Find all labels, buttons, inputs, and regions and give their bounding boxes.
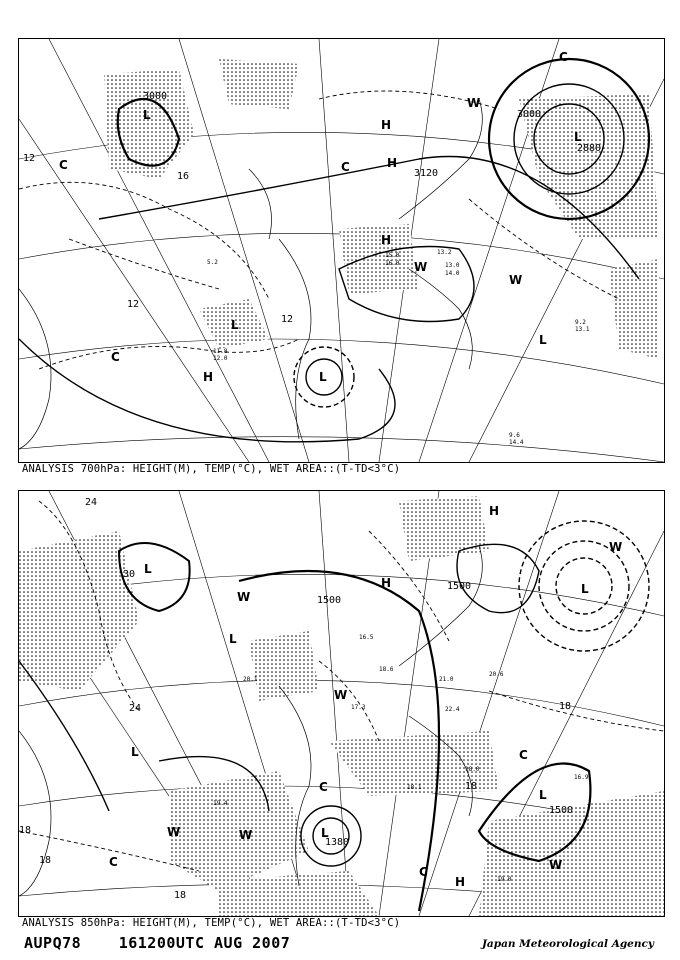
station-value: 14.4	[509, 439, 524, 446]
contour-label: 2880	[577, 143, 602, 154]
center-mark: W	[414, 260, 428, 274]
map-panel-700hpa	[18, 38, 665, 463]
center-mark: H	[489, 504, 500, 518]
station-value: 16.5	[359, 634, 374, 641]
station-value: 19.0	[497, 876, 512, 883]
center-mark: H	[387, 156, 398, 170]
caption-850hpa: ANALYSIS 850hPa: HEIGHT(M), TEMP(°C), WET AREA::(T-TD<3°C)	[22, 917, 401, 929]
map-panel-850hpa	[18, 490, 665, 917]
contour-label: 18	[39, 855, 52, 866]
map-700hpa-svg	[19, 39, 664, 462]
contour-label: 16	[177, 171, 190, 182]
center-mark: H	[455, 875, 466, 889]
valid-datetime: 161200UTC AUG 2007	[118, 934, 291, 952]
station-value: 18.1	[407, 784, 422, 791]
center-mark: L	[574, 130, 582, 144]
station-value: 13.0	[445, 262, 460, 269]
center-mark: W	[609, 540, 623, 554]
center-mark: W	[239, 828, 253, 842]
center-mark: W	[467, 96, 481, 110]
station-value: 12.0	[213, 355, 228, 362]
center-mark: L	[539, 333, 547, 347]
station-value: 17.3	[351, 704, 366, 711]
center-mark: L	[231, 318, 239, 332]
agency-credit: Japan Meteorological Agency	[481, 938, 654, 950]
center-mark: L	[581, 582, 589, 596]
contour-label: 18	[174, 890, 187, 901]
chart-id: AUPQ78	[24, 934, 82, 952]
station-value: 20.1	[243, 676, 258, 683]
center-mark: L	[229, 632, 237, 646]
center-mark: L	[539, 788, 547, 802]
contour-label: 18	[19, 825, 32, 836]
contour-label: 1380	[325, 837, 350, 848]
center-mark: L	[143, 108, 151, 122]
station-value: 22.4	[445, 706, 460, 713]
center-mark: W	[509, 273, 523, 287]
center-mark: L	[144, 562, 152, 576]
contour-label: 12	[127, 299, 140, 310]
center-mark: L	[321, 826, 329, 840]
contour-label: 1500	[317, 595, 342, 606]
station-value: 18.0	[465, 766, 480, 773]
contour-label: 12	[281, 314, 294, 325]
contour-label: 18	[559, 701, 572, 712]
center-mark: L	[131, 745, 139, 759]
contour-label: 3000	[517, 109, 542, 120]
contour-label: 24	[129, 703, 142, 714]
center-mark: H	[381, 118, 392, 132]
station-value: 18.6	[379, 666, 394, 673]
center-mark: H	[203, 370, 214, 384]
center-mark: W	[334, 688, 348, 702]
station-value: 9.6	[509, 432, 520, 439]
center-mark: C	[341, 160, 350, 174]
contour-label: 3000	[143, 91, 168, 102]
center-mark: H	[381, 576, 392, 590]
contour-label: 1500	[549, 805, 574, 816]
station-value: 15.0	[385, 252, 400, 259]
contour-label: 1500	[447, 581, 472, 592]
station-value: 9.2	[575, 319, 586, 326]
contour-label: 24	[85, 497, 98, 508]
caption-700hpa: ANALYSIS 700hPa: HEIGHT(M), TEMP(°C), WET AREA::(T-TD<3°C)	[22, 463, 401, 475]
center-mark: W	[549, 858, 563, 872]
station-value: 20.6	[489, 671, 504, 678]
center-mark: C	[559, 50, 568, 64]
center-mark: H	[381, 233, 392, 247]
center-mark: W	[167, 825, 181, 839]
center-mark: C	[419, 865, 428, 879]
station-value: 14.0	[445, 270, 460, 277]
center-mark: C	[519, 748, 528, 762]
map-850hpa-svg	[19, 491, 664, 916]
station-value: 21.0	[439, 676, 454, 683]
chart-identifier	[24, 934, 318, 952]
contour-label: 12	[23, 153, 36, 164]
contour-label: 18	[465, 781, 478, 792]
center-mark: C	[111, 350, 120, 364]
center-mark: W	[237, 590, 251, 604]
center-mark: C	[109, 855, 118, 869]
station-value: 16.0	[385, 260, 400, 267]
station-value: 13.2	[437, 249, 452, 256]
center-mark: C	[319, 780, 328, 794]
station-value: 19.4	[213, 800, 228, 807]
station-value: 16.9	[574, 774, 589, 781]
station-value: 11.8	[213, 348, 228, 355]
center-mark: C	[59, 158, 68, 172]
center-mark: L	[319, 370, 327, 384]
contour-label: 30	[123, 569, 136, 580]
station-value: 5.2	[207, 259, 218, 266]
station-value: 13.1	[575, 326, 590, 333]
contour-label: 3120	[414, 168, 439, 179]
